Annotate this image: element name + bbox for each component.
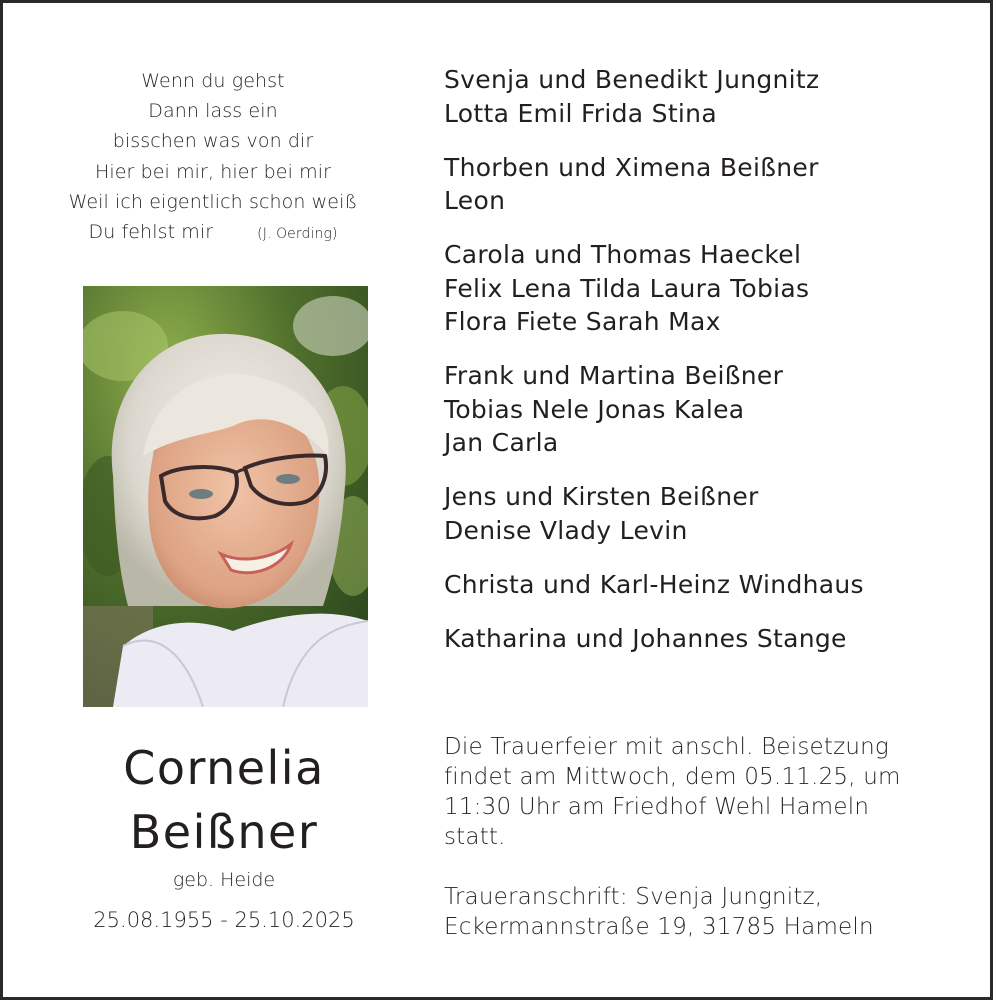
poem-last-line (33, 217, 393, 249)
poem (33, 66, 393, 249)
funeral-info (444, 732, 964, 942)
ceremony-details (444, 732, 964, 852)
spacer (444, 852, 964, 882)
maiden-name: geb. Heide (172, 869, 276, 891)
mourner-line: Tobias Nele Jonas Kalea (444, 394, 745, 424)
poem-author: (J. Oerding) (257, 226, 338, 243)
mourner-line: Katharina und Johannes Stange (444, 623, 847, 653)
mourner-family (444, 359, 964, 460)
mourner-line: Leon (444, 186, 506, 215)
poem-line: bisschen was von dir (112, 130, 314, 153)
poem-line: Dann lass ein (148, 100, 278, 123)
address-line: Traueranschrift: Svenja Jungnitz, (444, 884, 823, 910)
poem-line: Wenn du gehst (141, 70, 285, 92)
mourner-line: Christa und Karl-Heinz Windhaus (444, 569, 864, 599)
mourner-family (444, 568, 964, 602)
deceased-last-name: Beißner (129, 805, 319, 859)
mourner-line: Svenja und Benedikt Jungnitz (444, 65, 820, 94)
ceremony-line: Die Trauerfeier mit anschl. Beisetzung (444, 734, 889, 760)
poem-line: Hier bei mir, hier bei mir (95, 160, 331, 183)
deceased-first-name: Cornelia (123, 741, 325, 795)
deceased-info (43, 736, 405, 934)
portrait-photo (83, 286, 368, 707)
mourners-list (444, 63, 964, 676)
ceremony-line: findet am Mittwoch, dem 05.11.25, um (444, 764, 901, 790)
mourner-line: Jan Carla (444, 428, 559, 457)
mourner-line: Thorben und Ximena Beißner (444, 152, 819, 182)
mourner-line: Frank und Martina Beißner (444, 361, 784, 390)
mourner-line: Jens und Kirsten Beißner (444, 482, 759, 511)
mourner-family (444, 238, 964, 339)
ceremony-line: statt. (444, 824, 506, 850)
mourner-family (444, 151, 964, 218)
poem-line: Weil ich eigentlich schon weiß (68, 190, 358, 213)
address-line: Eckermannstraße 19, 31785 Hameln (444, 914, 874, 940)
mourner-line: Felix Lena Tilda Laura Tobias (444, 273, 810, 303)
mourning-address (444, 882, 964, 942)
mourner-line: Flora Fiete Sarah Max (444, 307, 721, 336)
portrait-image (83, 286, 368, 707)
mourner-line: Denise Vlady Levin (444, 515, 688, 545)
mourner-family (444, 63, 964, 130)
ceremony-line: 11:30 Uhr am Friedhof Wehl Hameln (444, 794, 870, 820)
mourner-family (444, 480, 964, 547)
mourner-line: Carola und Thomas Haeckel (444, 240, 802, 269)
poem-line: Du fehlst mir (88, 221, 214, 244)
life-dates: 25.08.1955 - 25.10.2025 (93, 908, 355, 932)
mourner-line: Lotta Emil Frida Stina (444, 98, 717, 128)
mourner-family (444, 622, 964, 656)
